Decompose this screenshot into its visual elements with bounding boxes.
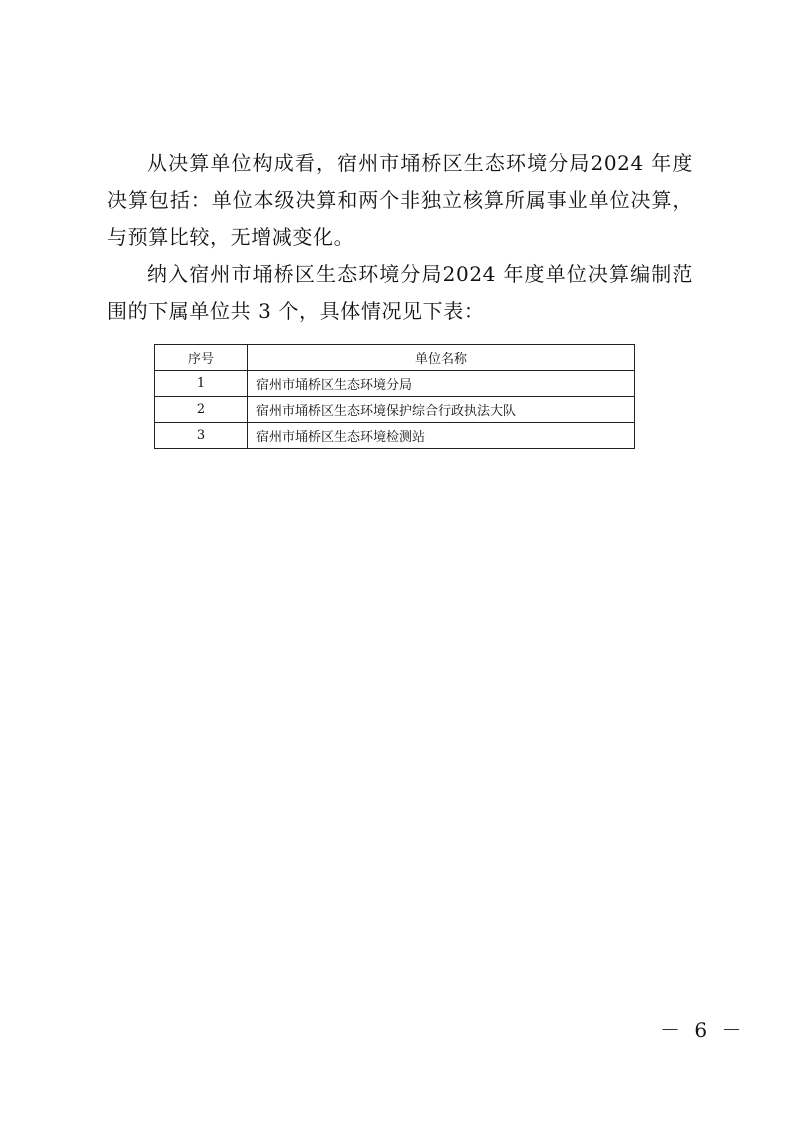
cell-seq: 2	[155, 397, 248, 423]
table-row	[155, 397, 635, 423]
table-row	[155, 371, 635, 397]
cell-unit-name: 宿州市埇桥区生态环境分局	[248, 371, 635, 397]
header-seq: 序号	[155, 345, 248, 371]
table-row	[155, 423, 635, 449]
cell-unit-name: 宿州市埇桥区生态环境保护综合行政执法大队	[248, 397, 635, 423]
paragraph-scope: 纳入宿州市埇桥区生态环境分局2024 年度单位决算编制范围的下属单位共 3 个，具体情况见下表：	[107, 262, 693, 323]
table-header-row	[155, 345, 635, 371]
cell-seq: 3	[155, 423, 248, 449]
paragraph-composition: 从决算单位构成看，宿州市埇桥区生态环境分局2024 年度决算包括：单位本级决算和两个非独立核算所属事业单位决算，与预算比较，无增减变化。	[107, 151, 693, 249]
page-number: － 6 －	[660, 1018, 746, 1042]
cell-unit-name: 宿州市埇桥区生态环境检测站	[248, 423, 635, 449]
header-unit-name: 单位名称	[248, 345, 635, 371]
units-table	[154, 344, 635, 449]
cell-seq: 1	[155, 371, 248, 397]
